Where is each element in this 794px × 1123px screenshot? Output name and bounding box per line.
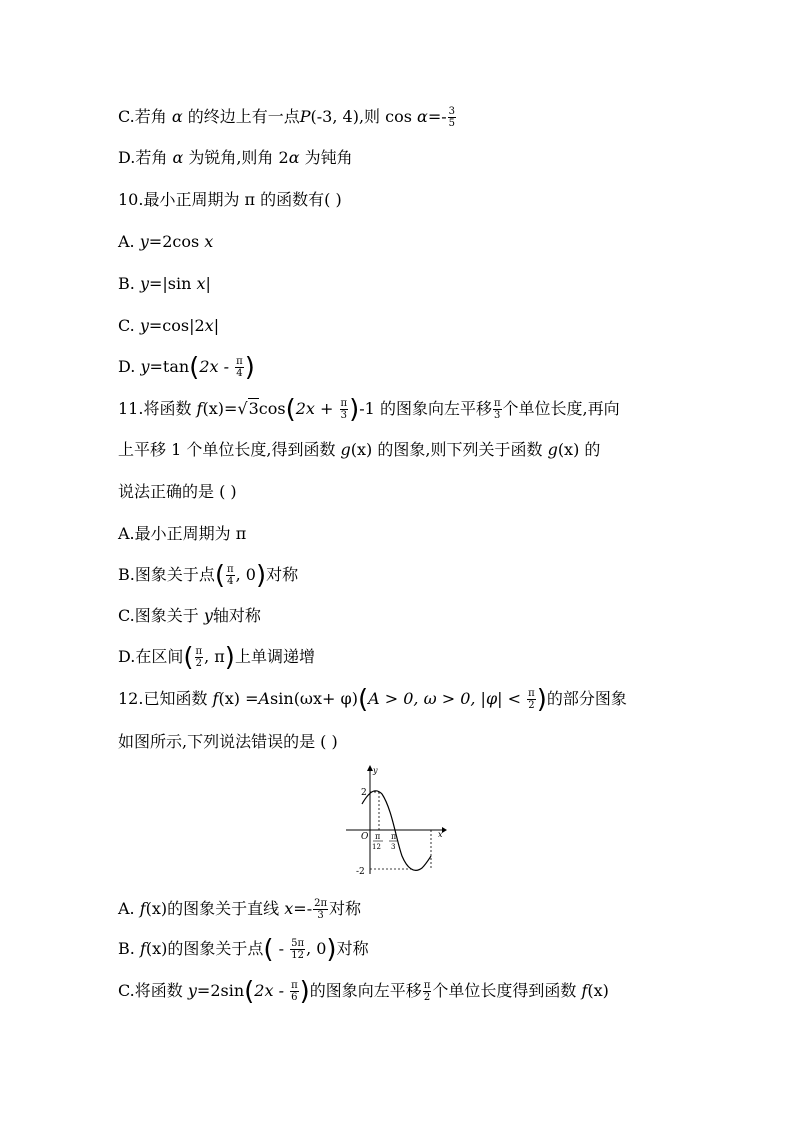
q11-option-d: D.在区间( $\frac{\pi}{2}$ , π)上单调递增: [118, 642, 315, 673]
fraction: $\frac{5\pi}{12}$: [291, 938, 305, 961]
q11-stem-line3: 说法正确的是 ( ): [118, 482, 237, 501]
q10-option-c: C. y=cos|2x|: [118, 316, 220, 335]
tick2-num: π: [391, 832, 397, 841]
q9-option-c: C.若角 α 的终边上有一点P(-3, 4),则 cos α=- $\frac{3}{5}$: [118, 106, 456, 129]
sine-curve: [362, 791, 431, 871]
q11-option-a: A.最小正周期为 π: [118, 524, 247, 543]
q9-option-d: D.若角 α 为锐角,则角 2α 为钝角: [118, 148, 353, 167]
q11-stem-line2: 上平移 1 个单位长度,得到函数 g(x) 的图象,则下列关于函数 g(x) 的: [118, 440, 601, 459]
x-axis-arrow: [442, 827, 447, 833]
fraction: $\frac{\pi}{6}$: [291, 980, 298, 1003]
origin-label: O: [361, 832, 369, 842]
fraction: $\frac{\pi}{2}$: [528, 688, 535, 711]
q10-stem: 10.最小正周期为 π 的函数有( ): [118, 190, 342, 209]
fraction: $\frac{\pi}{3}$: [340, 398, 348, 421]
q11-option-c: C.图象关于 y轴对称: [118, 606, 261, 625]
sine-graph: [344, 764, 448, 876]
fraction: $\frac{\pi}{3}$: [493, 398, 501, 421]
fraction: $\frac{2\pi}{3}$: [314, 898, 328, 921]
x-axis-label: x: [438, 830, 443, 839]
q12-option-b: B. f(x)的图象关于点( - $\frac{5\pi}{12}$ , 0)对称: [118, 934, 369, 965]
fraction: $\frac{\pi}{4}$: [236, 356, 243, 379]
fraction: $\frac{\pi}{2}$: [195, 646, 203, 669]
q11-option-b: B.图象关于点( $\frac{\pi}{4}$ , 0)对称: [118, 560, 299, 591]
q11-stem-line1: 11.将函数 f(x)=√3cos(2x + $\frac{\pi}{3}$ )-1 的图象向左平移 $\frac{\pi}{3}$ 个单位长度,再向: [118, 394, 620, 425]
fraction: $\frac{\pi}{4}$: [227, 564, 234, 587]
y-max-label: 2: [361, 788, 367, 798]
y-axis-label: y: [373, 766, 378, 775]
tick1-num: π: [375, 832, 381, 841]
fraction: $\frac{\pi}{2}$: [423, 980, 431, 1003]
q10-option-b: B. y=|sin x|: [118, 274, 211, 293]
q10-option-d: D. y=tan(2x - $\frac{\pi}{4}$ ): [118, 352, 255, 383]
tick2-den: 3: [391, 843, 396, 851]
q12-stem-line1: 12.已知函数 f(x) =Asin(ωx+ φ)(A > 0, ω > 0, |φ| < $\frac{\pi}{2}$ )的部分图象: [118, 684, 627, 715]
tick1-den: 12: [372, 843, 381, 851]
y-min-label: -2: [356, 867, 365, 876]
q10-option-a: A. y=2cos x: [118, 232, 214, 251]
q12-option-c: C.将函数 y=2sin(2x - $\frac{\pi}{6}$ )的图象向左平移 $\frac{\pi}{2}$ 个单位长度得到函数 f(x): [118, 976, 609, 1007]
fraction: $\frac{3}{5}$: [448, 106, 456, 129]
q12-stem-line2: 如图所示,下列说法错误的是 ( ): [118, 732, 338, 751]
q12-option-a: A. f(x)的图象关于直线 x=- $\frac{2\pi}{3}$ 对称: [118, 898, 362, 921]
